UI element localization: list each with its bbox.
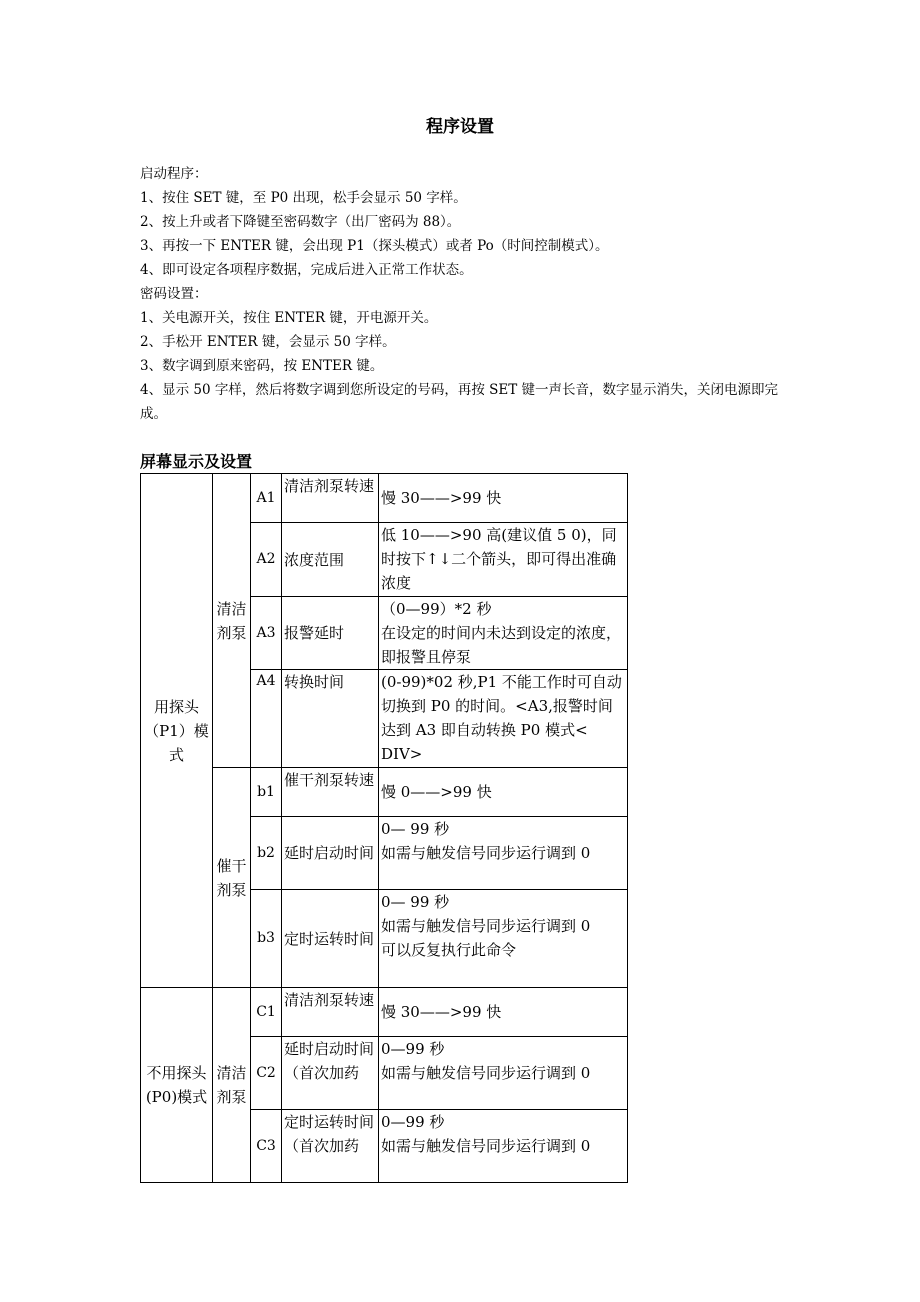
startup-heading: 启动程序： [140, 166, 208, 182]
code-cell: A1 [251, 474, 282, 523]
desc-cell: 0—99 秒 如需与触发信号同步运行调到 0 [379, 1110, 628, 1183]
code-cell: C1 [251, 988, 282, 1037]
password-step: 2、手松开 ENTER 键，会显示 50 字样。 [140, 334, 396, 350]
desc-cell: 慢 30——>99 快 [379, 474, 628, 523]
code-cell: A2 [251, 523, 282, 597]
name-cell: 延时启动时间 [282, 817, 379, 890]
settings-table [140, 473, 628, 1183]
pump-cell: 催干剂泵 [213, 768, 251, 988]
mode-cell: 用探头（P1）模式 [141, 474, 213, 988]
password-step: 4、显示 50 字样，然后将数字调到您所设定的号码，再按 SET 键一声长音，数字显示消失，关闭电源即完成。 [140, 382, 779, 422]
desc-cell: 慢 30——>99 快 [379, 988, 628, 1037]
startup-step: 3、再按一下 ENTER 键，会出现 P1（探头模式）或者 Po（时间控制模式）。 [140, 238, 609, 254]
desc-cell: （0—99）*2 秒 在设定的时间内未达到设定的浓度，即报警且停泵 [379, 597, 628, 670]
table-row [141, 474, 628, 523]
password-heading: 密码设置： [140, 286, 208, 302]
name-cell: 清洁剂泵转速 [282, 988, 379, 1037]
desc-cell: 0— 99 秒 如需与触发信号同步运行调到 0 [379, 817, 628, 890]
password-step: 3、数字调到原来密码，按 ENTER 键。 [140, 358, 384, 374]
name-cell: 转换时间 [282, 670, 379, 768]
name-cell: 催干剂泵转速 [282, 768, 379, 817]
startup-section [140, 162, 800, 426]
code-cell: C3 [251, 1110, 282, 1183]
desc-cell: (0-99)*02 秒,P1 不能工作时可自动切换到 P0 的时间。<A3,报警时间达到 A3 即自动转换 P0 模式< DIV> [379, 670, 628, 768]
name-cell: 报警延时 [282, 597, 379, 670]
desc-cell: 低 10——>90 高(建议值 5 0)，同时按下↑↓二个箭头，即可得出准确浓度 [379, 523, 628, 597]
pump-cell: 清洁剂泵 [213, 988, 251, 1183]
code-cell: b2 [251, 817, 282, 890]
desc-cell: 0—99 秒 如需与触发信号同步运行调到 0 [379, 1037, 628, 1110]
pump-cell: 清洁剂泵 [213, 474, 251, 768]
name-cell: 延时启动时间（首次加药 [282, 1037, 379, 1110]
mode-cell: 不用探头(P0)模式 [141, 988, 213, 1183]
name-cell: 浓度范围 [282, 523, 379, 597]
table-row [141, 988, 628, 1037]
code-cell: b1 [251, 768, 282, 817]
name-cell: 定时运转时间（首次加药 [282, 1110, 379, 1183]
table-row [141, 768, 628, 817]
password-step: 1、关电源开关，按住 ENTER 键，开电源开关。 [140, 310, 438, 326]
startup-step: 4、即可设定各项程序数据，完成后进入正常工作状态。 [140, 262, 473, 278]
desc-cell: 慢 0——>99 快 [379, 768, 628, 817]
code-cell: C2 [251, 1037, 282, 1110]
code-cell: b3 [251, 890, 282, 988]
page-title: 程序设置 [426, 117, 494, 137]
startup-step: 1、按住 SET 键，至 P0 出现，松手会显示 50 字样。 [140, 190, 467, 206]
table-title: 屏幕显示及设置 [140, 452, 253, 471]
desc-cell: 0— 99 秒 如需与触发信号同步运行调到 0 可以反复执行此命令 [379, 890, 628, 988]
name-cell: 清洁剂泵转速 [282, 474, 379, 523]
code-cell: A4 [251, 670, 282, 768]
name-cell: 定时运转时间 [282, 890, 379, 988]
code-cell: A3 [251, 597, 282, 670]
startup-step: 2、按上升或者下降键至密码数字（出厂密码为 88）。 [140, 214, 461, 230]
